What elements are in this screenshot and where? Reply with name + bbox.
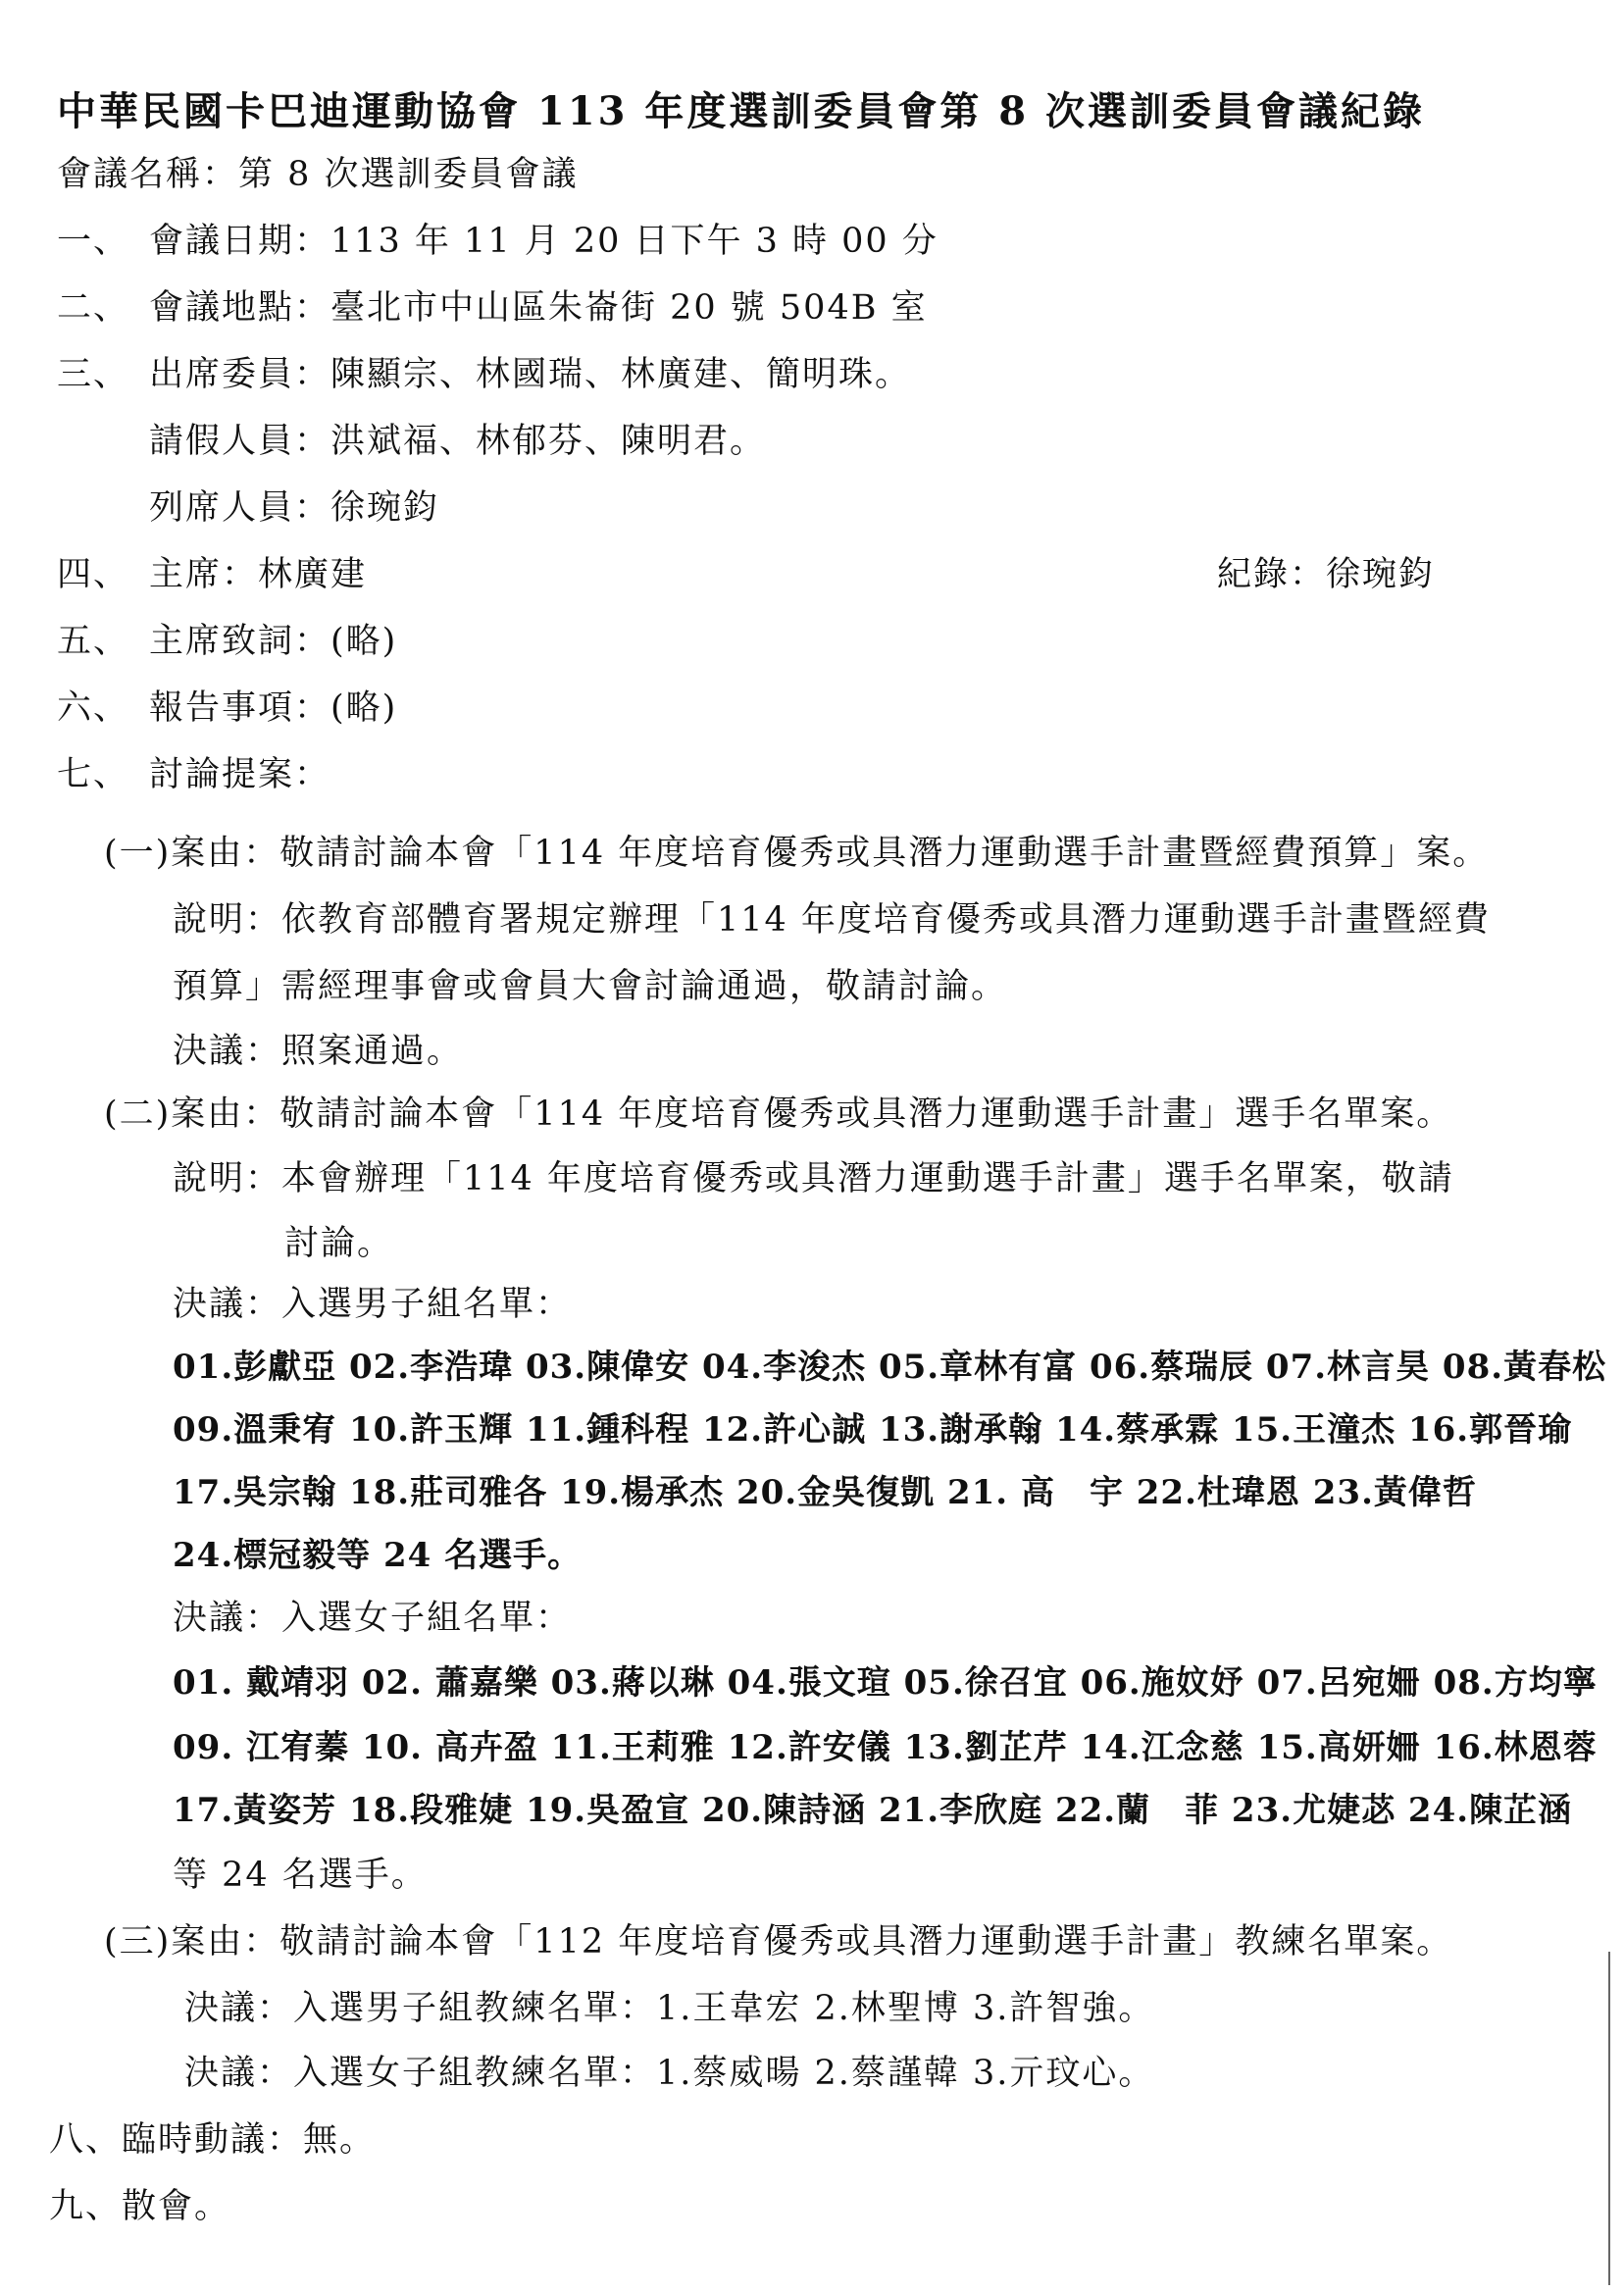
- item-number: 三、: [57, 355, 130, 394]
- female-roster-line: 17.黃姿芳 18.段雅婕 19.吳盈宣 20.陳詩涵 21.李欣庭 22.蘭 菲 23.尤婕苾 24.陳芷涵: [173, 1791, 1573, 1830]
- proposal-2-case: (二)案由：敬請討論本會「114 年度培育優秀或具潛力運動選手計畫」選手名單案。: [104, 1095, 1453, 1134]
- item-location: [57, 284, 928, 331]
- item-chair-speech: [57, 618, 397, 665]
- item-proposals: [57, 751, 330, 798]
- male-roster-heading: 決議：入選男子組名單：: [173, 1285, 573, 1324]
- item-text: 討論提案：: [149, 755, 331, 794]
- proposal-2-description-cont: 討論。: [284, 1224, 394, 1263]
- item-number: 五、: [57, 622, 130, 661]
- proposal-2-description: 說明：本會辦理「114 年度培育優秀或具潛力運動選手計畫」選手名單案，敬請: [173, 1159, 1454, 1198]
- male-roster-line: 09.溫秉宥 10.許玉輝 11.鍾科程 12.許心誠 13.謝承翰 14.蔡承霖 15.王潼杰 16.郭晉瑜: [173, 1410, 1573, 1450]
- item-number: 六、: [57, 688, 130, 728]
- male-roster-line: 24.標冠毅等 24 名選手。: [173, 1536, 583, 1575]
- item-extempore-motion: 八、臨時動議：無。: [49, 2120, 377, 2160]
- document-title: 中華民國卡巴迪運動協會 113 年度選訓委員會第 8 次選訓委員會議紀錄: [57, 88, 1426, 134]
- female-coach-resolution: 決議：入選女子組教練名單：1.蔡威暘 2.蔡謹韓 3.亓玟心。: [184, 2054, 1155, 2093]
- item-number: 二、: [57, 288, 130, 328]
- scan-edge-mark: [1608, 1952, 1610, 2285]
- item-number: 四、: [57, 555, 130, 594]
- male-roster-line: 17.吳宗翰 18.莊司雅各 19.楊承杰 20.金吳復凱 21. 高 宇 22.杜瑋恩 23.黃偉哲: [173, 1473, 1477, 1512]
- item-attendees: [57, 351, 911, 398]
- meeting-name: 會議名稱：第 8 次選訓委員會議: [57, 155, 579, 194]
- proposal-1-resolution: 決議：照案通過。: [173, 1032, 464, 1071]
- item-text: 會議地點：臺北市中山區朱崙街 20 號 504B 室: [149, 288, 928, 328]
- proposal-1-case: (一)案由：敬請討論本會「114 年度培育優秀或具潛力運動選手計畫暨經費預算」案。: [104, 834, 1490, 873]
- recorder: 紀錄：徐琬鈞: [1216, 555, 1435, 594]
- item-date: [57, 218, 939, 265]
- item-text: 會議日期：113 年 11 月 20 日下午 3 時 00 分: [149, 222, 939, 261]
- proposal-1-description: 說明：依教育部體育署規定辦理「114 年度培育優秀或具潛力運動選手計畫暨經費: [173, 900, 1491, 940]
- item-text: 報告事項：(略): [149, 688, 398, 728]
- male-roster-line: 01.彭獻亞 02.李浩瑋 03.陳偉安 04.李浚杰 05.章林有富 06.蔡瑞辰 07.林言昊 08.黃春松: [173, 1348, 1607, 1387]
- observers: 列席人員：徐琬鈞: [149, 488, 440, 528]
- female-roster-heading: 決議：入選女子組名單：: [173, 1599, 573, 1638]
- female-roster-line: 等 24 名選手。: [173, 1856, 428, 1895]
- female-roster-line: 09. 江宥蓁 10. 高卉盈 11.王莉雅 12.許安儀 13.劉芷芹 14.江念慈 15.高妍姍 16.林恩蓉: [173, 1728, 1598, 1767]
- proposal-1-description-cont: 預算」需經理事會或會員大會討論通過，敬請討論。: [173, 967, 1008, 1006]
- female-roster-line: 01. 戴靖羽 02. 蕭嘉樂 03.蔣以琳 04.張文瑄 05.徐召宜 06.施妏妤 07.呂宛姍 08.方均寧: [173, 1663, 1598, 1703]
- item-adjourn: 九、散會。: [49, 2187, 231, 2226]
- item-reports: [57, 685, 397, 732]
- item-text: 出席委員：陳顯宗、林國瑞、林廣建、簡明珠。: [149, 355, 912, 394]
- proposal-3-case: (三)案由：敬請討論本會「112 年度培育優秀或具潛力運動選手計畫」教練名單案。: [104, 1922, 1453, 1961]
- item-number: 七、: [57, 755, 130, 794]
- item-chair: [57, 551, 1528, 598]
- item-text: 主席致詞：(略): [149, 622, 398, 661]
- item-text: 主席：林廣建: [149, 555, 368, 594]
- male-coach-resolution: 決議：入選男子組教練名單：1.王韋宏 2.林聖博 3.許智強。: [184, 1989, 1155, 2028]
- absent-members: 請假人員：洪斌福、林郁芬、陳明君。: [149, 422, 767, 461]
- item-number: 一、: [57, 222, 130, 261]
